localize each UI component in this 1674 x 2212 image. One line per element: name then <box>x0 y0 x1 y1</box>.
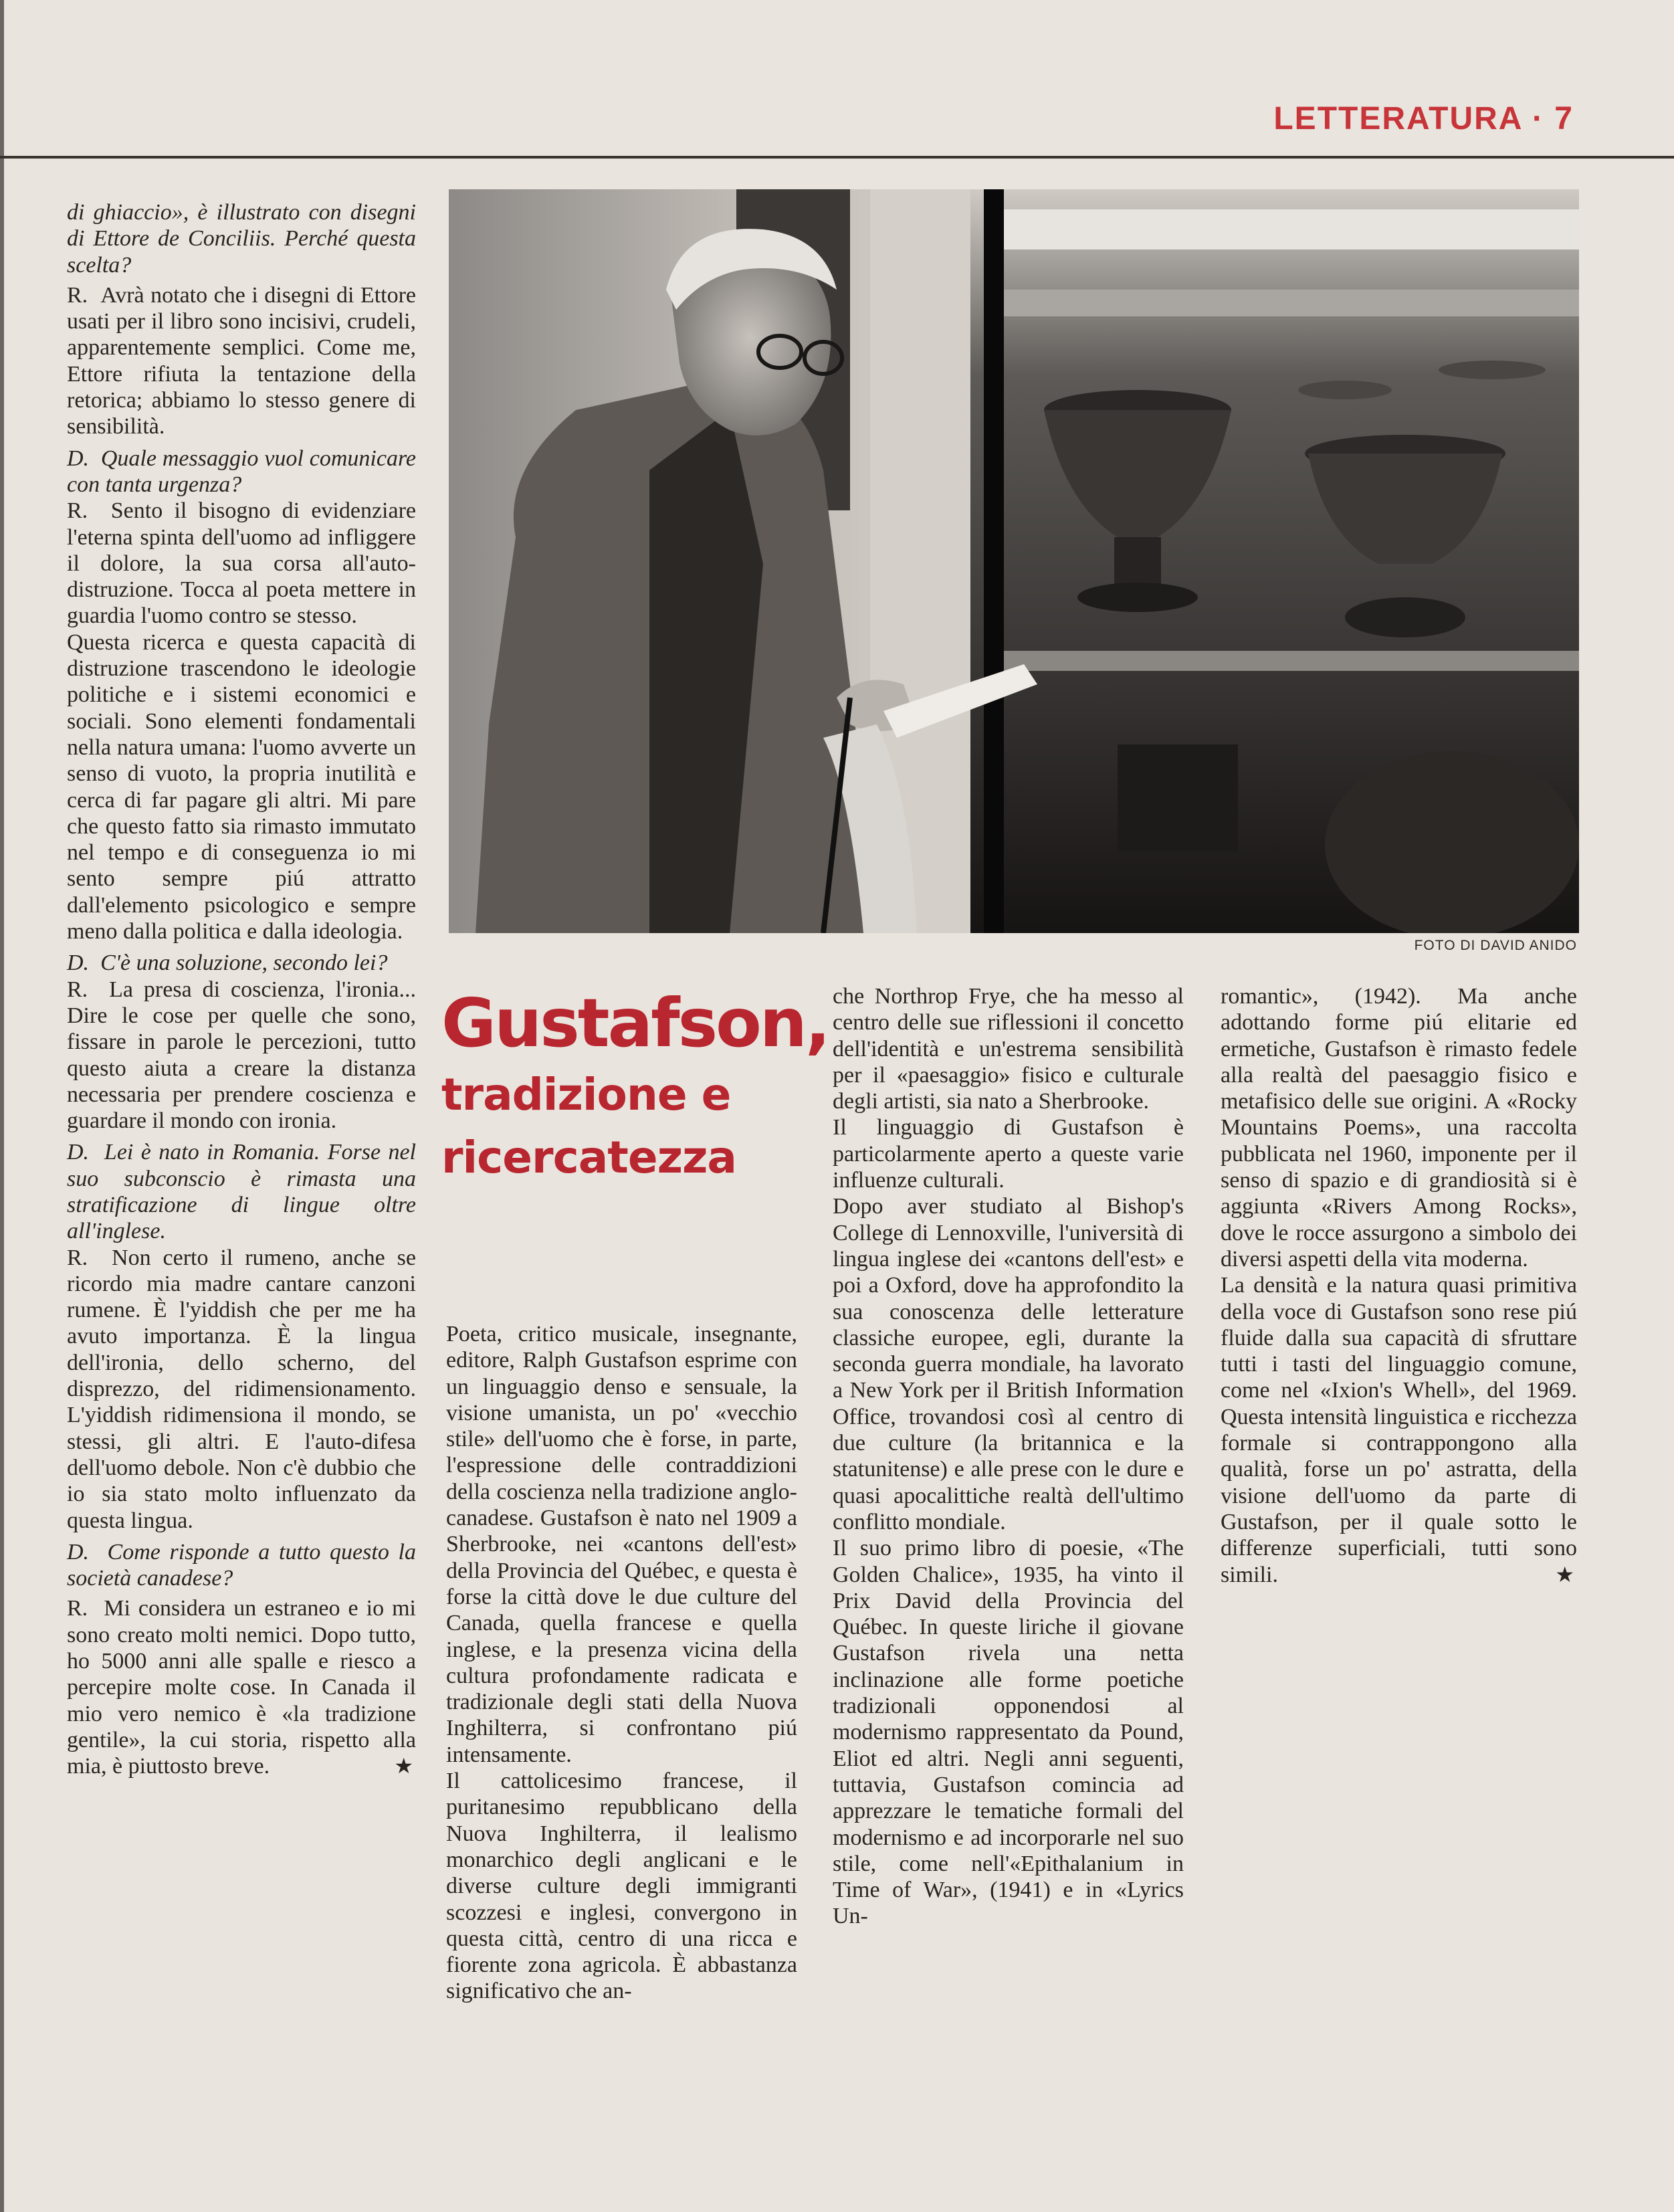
question-label: D. <box>67 950 90 976</box>
page-edge <box>0 0 4 2212</box>
answer-text: Non certo il rumeno, anche se ricordo mia madre cantare canzoni rumene. È l'yiddish che per me ha avuto importanza. È la lingua dell'ironia, dello scherno, del disprezzo, del ridimensionamento. L'yiddish ridimensiona il mondo, se stessi, gli altri. E l'auto-difesa dell'uomo debole. Non c'è dubbio che io sia stato molto influenzato da questa lingua. <box>67 1245 416 1533</box>
interview-column <box>67 194 416 1780</box>
body-paragraph-2-end: che Northrop Frye, che ha messo al centro delle sue riflessioni il concetto dell'identità e un'estrema sensibilità per il «paesaggio» fisico e culturale degli artisti, sia nato a Sherbrooke. <box>833 984 1184 1114</box>
answer-text: Sento il bisogno di evidenziare l'eterna spinta dell'uomo ad infliggere il dolore, la sua corsa all'auto-distruzione. Tocca al poeta mettere in guardia l'uomo contro se stesso. <box>67 498 416 629</box>
body-paragraph-5-end: romantic», (1942). Ma anche adottando forme piú elitarie ed ermetiche, Gustafson è rimasto fedele alla realtà del paesaggio fisico e metafisico delle sue origini. A «Rocky Mountains Poems», una raccolta pubblicata nel 1960, imponente per il senso di spazio e di grandiosità si è aggiunta «Rivers Among Rocks», dove le rocce assurgono a simbolo dei diversi aspetti della vita moderna. <box>1221 984 1577 1272</box>
body-paragraph-3: Il linguaggio di Gustafson è particolarmente aperto a queste varie influenze culturali. <box>833 1115 1184 1193</box>
answer-text: La presa di coscienza, l'ironia... Dire le cose per quelle che sono, fissare in parole le percezioni, tutto questo aiuta a creare la distanza necessaria per prendere coscienza e guardare il mondo con ironia. <box>67 977 416 1134</box>
headline-line-1: Gustafson, <box>441 984 829 1062</box>
body-paragraph-6-text: La densità e la natura quasi primitiva della voce di Gustafson sono rese piú fluide dalla sua capacità di sfruttare tutti i tasti del linguaggio comune, come nel «Ixion's Whell», del 1969. Questa intensità linguistica e ricchezza formale si contrappongono alla qualità, forse un po' astratta, della visione dell'uomo da parte di Gustafson, per il quale sotto le differenze superficiali, tutti sono simili. <box>1221 1273 1577 1587</box>
article-column-4 <box>1221 983 1577 1588</box>
answer-text: Avrà notato che i disegni di Ettore usati per il libro sono incisivi, crudeli, apparentemente semplici. Come me, Ettore rifiuta la tentazione della retorica; abbiamo lo stesso genere di sensibilità. <box>67 282 417 439</box>
question-label: D. <box>67 1140 90 1165</box>
question-1 <box>67 445 416 498</box>
headline-line-3: ricercatezza <box>441 1132 736 1183</box>
question-text: C'è una soluzione, secondo lei? <box>100 950 388 976</box>
answer-label: R. <box>67 977 88 1002</box>
end-star-icon: ★ <box>394 1753 413 1779</box>
header-rule <box>0 156 1674 159</box>
answer-label: R. <box>67 1596 88 1621</box>
question-label: D. <box>67 1539 90 1565</box>
section-header: LETTERATURA · 7 <box>1273 101 1574 136</box>
answer-1-continued: Questa ricerca e questa capacità di distruzione trascendono le ideologie politiche e i sistemi economici e sociali. Sono elementi fondamentali nella natura umana: l'uomo avverte un senso di vuoto, la propria inutilità e cerca di far pagare gli altri. Mi pare che questo fatto sia rimasto immutato nel tempo e di conseguenza io mi sento sempre piú attratto dall'elemento psicologico e sempre meno dalla politica e dalla ideologia. <box>67 629 416 944</box>
article-column-3 <box>833 983 1184 1930</box>
article-photo <box>449 189 1579 933</box>
question-4 <box>67 1539 416 1592</box>
headline-line-2: tradizione e <box>441 1069 731 1120</box>
question-text: Quale messaggio vuol comunicare con tanta urgenza? <box>67 445 416 497</box>
question-2 <box>67 950 416 976</box>
poet-in-museum-photo <box>449 189 1579 933</box>
question-text: Come risponde a tutto questo la società canadese? <box>67 1539 416 1591</box>
article-headline <box>441 983 829 1189</box>
answer-1 <box>67 498 416 629</box>
answer-2 <box>67 977 416 1134</box>
answer-text: Mi considera un estraneo e io mi sono creato molti nemici. Dopo tutto, ho 5000 anni alle spalle e riesco a percepire molte cose. In Canada il mio vero nemico è «la tradizione gentile», la cui storia, rispetto alla mia, è piuttosto breve. <box>67 1596 417 1779</box>
answer-label: R. <box>67 282 88 308</box>
photo-credit: FOTO DI DAVID ANIDO <box>1414 938 1577 953</box>
body-paragraph-2-start: Il cattolicesimo francese, il puritanesimo repubblicano della Nuova Inghilterra, il lealismo monarchico degli anglicani e le diverse culture degli immigranti scozzesi e inglesi, convergono in questa città, centro di una ricca e fiorente zona agricola. È abbastanza significativo che an- <box>446 1769 797 2004</box>
question-text: Lei è nato in Romania. Forse nel suo subconscio è rimasta una stratificazione di lingue oltre all'inglese. <box>67 1140 416 1244</box>
question-0: di ghiaccio», è illustrato con disegni di Ettore de Conciliis. Perché questa scelta? <box>67 200 416 278</box>
answer-label: R. <box>67 498 88 524</box>
answer-3 <box>67 1245 416 1534</box>
question-label: D. <box>67 445 90 471</box>
question-3 <box>67 1139 416 1244</box>
article-column-2 <box>446 1321 797 2005</box>
answer-0 <box>67 282 416 440</box>
answer-4 <box>67 1595 416 1779</box>
body-paragraph-6 <box>1221 1272 1577 1588</box>
body-paragraph-1: Poeta, critico musicale, insegnante, editore, Ralph Gustafson esprime con un linguaggio denso e sensuale, la visione umanista, un po' «vecchio stile» dell'uomo che è forse, in parte, l'espressione delle contraddizioni della coscienza nella tradizione anglo-canadese. Gustafson è nato nel 1909 a Sherbrooke, nei «cantons dell'est» della Provincia del Québec, e questa è forse la città dove le due culture del Canada, quella francese e quella inglese, e la presenza vicina della cultura profondamente radicata e tradizionale degli stati della Nuova Inghilterra, si confrontano piú intensamente. <box>446 1322 797 1767</box>
end-star-icon: ★ <box>1555 1561 1574 1587</box>
answer-label: R. <box>67 1245 88 1270</box>
body-paragraph-4: Dopo aver studiato al Bishop's College di Lennoxville, l'università di lingua inglese dei «cantons dell'est» e poi a Oxford, dove ha approfondito la sua conoscenza delle letterature classiche europee, egli, durante la seconda guerra mondiale, ha lavorato a New York per il British Information Office, trovandosi così al centro di due culture (la britannica e la statunitense) e alle prese con le dure e quasi apocalittiche realtà dell'ultimo conflitto mondiale. <box>833 1194 1184 1534</box>
body-paragraph-5-start: Il suo primo libro di poesie, «The Golden Chalice», 1935, ha vinto il Prix David della Provincia del Québec. In queste liriche il giovane Gustafson rivela una netta inclinazione alle forme poetiche tradizionali opponendosi al modernismo rappresentato da Pound, Eliot ed altri. Negli anni seguenti, tuttavia, Gustafson comincia ad apprezzare le tematiche formali del modernismo e ad incorporarle nel suo stile, come nell'«Epithalanium in Time of War», (1941) e in «Lyrics Un- <box>833 1536 1184 1929</box>
